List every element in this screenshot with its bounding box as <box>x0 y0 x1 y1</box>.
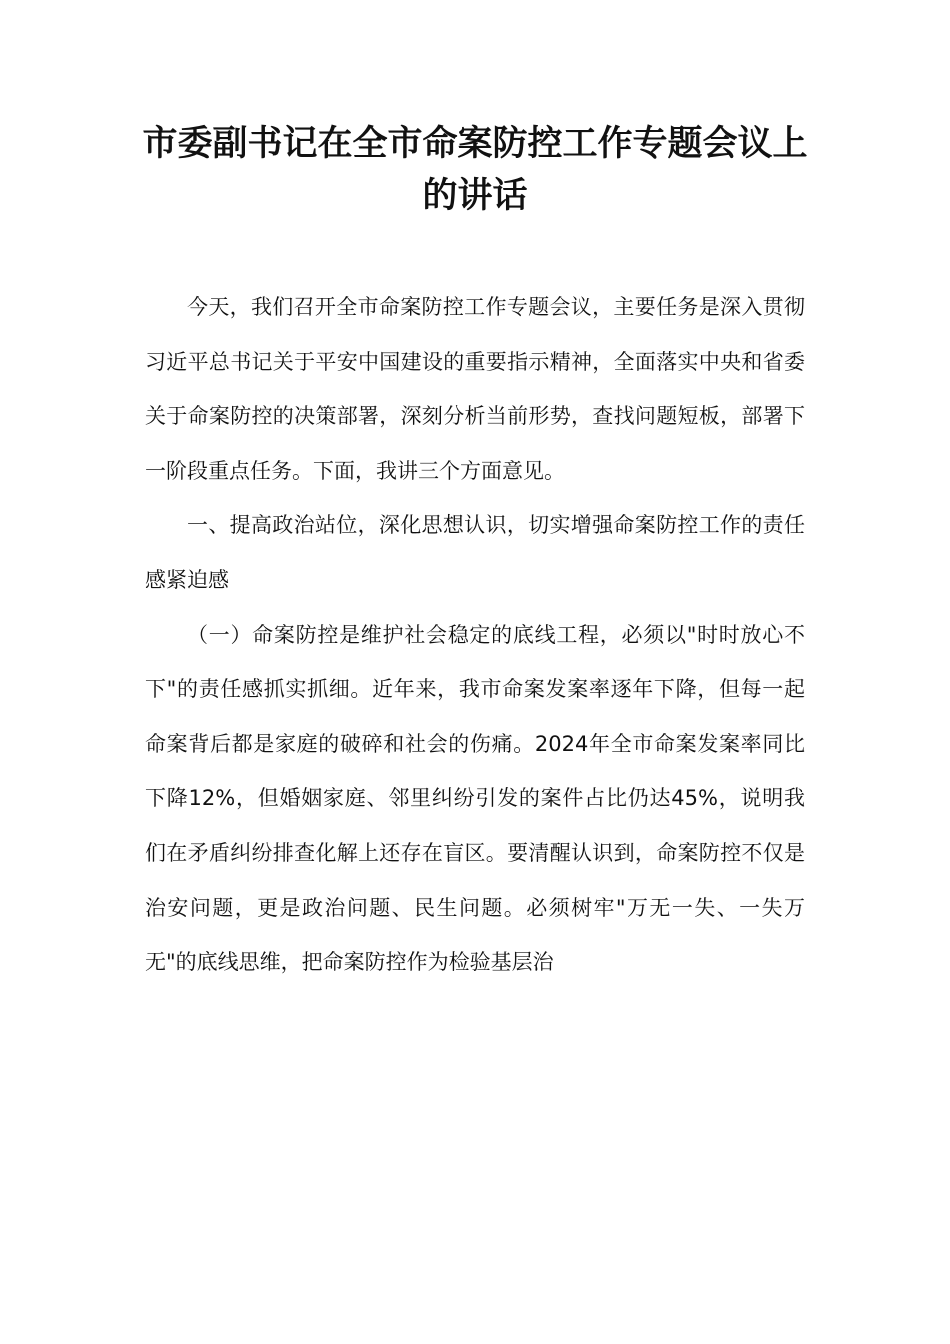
intro-paragraph: 今天，我们召开全市命案防控工作专题会议，主要任务是深入贯彻习近平总书记关于平安中国建设的重要指示精神，全面落实中央和省委关于命案防控的决策部署，深刻分析当前形势，查找问题短板，部署下一阶段重点任务。下面，我讲三个方面意见。 <box>145 295 805 483</box>
document-body <box>145 280 805 990</box>
subsection-paragraph-1: （一）命案防控是维护社会稳定的底线工程，必须以"时时放心不下"的责任感抓实抓细。近年来，我市命案发案率逐年下降，但每一起命案背后都是家庭的破碎和社会的伤痛。2024年全市命案发案率同比下降12%，但婚姻家庭、邻里纠纷引发的案件占比仍达45%，说明我们在矛盾纠纷排查化解上还存在盲区。要清醒认识到，命案防控不仅是治安问题，更是政治问题、民生问题。必须树牢"万无一失、一失万无"的底线思维，把命案防控作为检验基层治 <box>145 622 805 975</box>
document-title: 市委副书记在全市命案防控工作专题会议上的讲话 <box>142 123 808 216</box>
section-heading-1: 一、提高政治站位，深化思想认识，切实增强命案防控工作的责任感紧迫感 <box>145 513 805 592</box>
